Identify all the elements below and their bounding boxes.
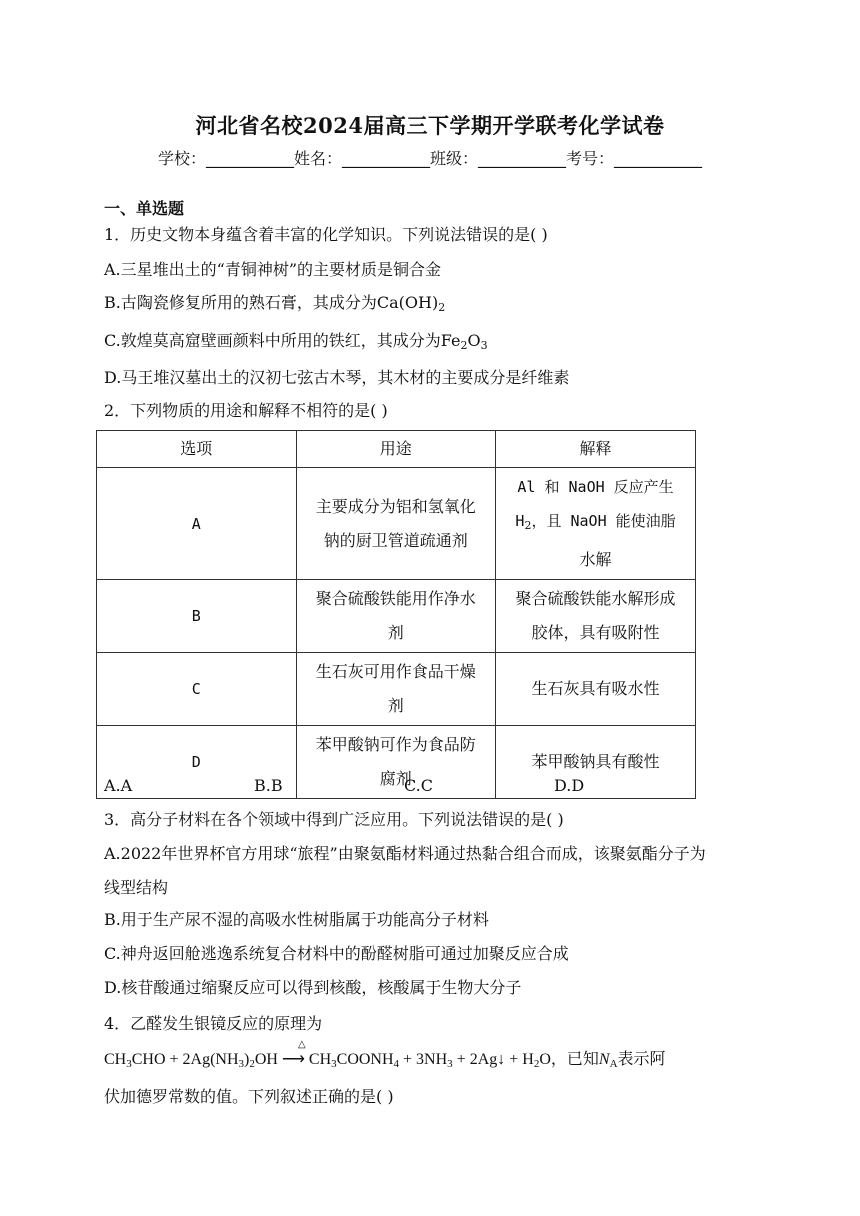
table-row <box>97 468 696 580</box>
table-cell-use: 聚合硫酸铁能用作净水 剂 <box>296 580 496 653</box>
q3-option-c: C.神舟返回舱逃逸系统复合材料中的酚醛树脂可通过加聚反应合成 <box>104 944 569 963</box>
table-header-row <box>97 431 696 468</box>
q2-choice-c: C.C <box>404 776 433 795</box>
silver-mirror-equation: $CH_3CHO + 2Ag(NH_3)_2OH$ ⟶ △ $CH_3COONH_4 + 3NH_3$ + 2Ag↓ + $H_2O$，已知$N_A$表示阿 <box>104 1039 666 1070</box>
table-header-cell: 用途 <box>296 431 496 468</box>
q4-line3: 伏加德罗常数的值。下列叙述正确的是( ) <box>104 1087 394 1106</box>
q3-option-a-line1: A.2022年世界杯官方用球“旅程”由聚氨酯材料通过热黏合组合而成，该聚氨酯分子为 <box>104 844 706 863</box>
table-cell-option: D <box>97 726 297 799</box>
q3-stem: 3．高分子材料在各个领域中得到广泛应用。下列说法错误的是( ) <box>104 810 564 829</box>
student-info-line: 学校：___________姓名：___________班级：___________考号：___________ <box>157 149 702 168</box>
q2-table <box>96 430 696 799</box>
table-cell-explanation: 生石灰具有吸水性 <box>496 653 696 726</box>
q1-stem: 1．历史文物本身蕴含着丰富的化学知识。下列说法错误的是( ) <box>104 225 548 244</box>
table-cell-explanation: 苯甲酸钠具有酸性 <box>496 726 696 799</box>
q1-option-d: D.马王堆汉墓出土的汉初七弦古木琴，其木材的主要成分是纤维素 <box>104 368 570 387</box>
table-cell-use: 苯甲酸钠可作为食品防 腐剂 <box>296 726 496 799</box>
q1-option-c: C.敦煌莫高窟壁画颜料中所用的铁红，其成分为$Fe_2O_3$ <box>104 331 488 352</box>
table-row <box>97 580 696 653</box>
table-cell-use: 主要成分为铝和氢氧化 钠的厨卫管道疏通剂 <box>296 468 496 580</box>
q2-choice-b: B.B <box>254 776 283 795</box>
table-cell-option: C <box>97 653 297 726</box>
table-header-cell: 选项 <box>97 431 297 468</box>
table-cell-use: 生石灰可用作食品干燥 剂 <box>296 653 496 726</box>
q1-option-b: B.古陶瓷修复所用的熟石膏，其成分为$Ca(OH)_2$ <box>104 293 446 314</box>
q3-option-d: D.核苷酸通过缩聚反应可以得到核酸，核酸属于生物大分子 <box>104 978 522 997</box>
q2-choice-a: A.A <box>104 776 133 795</box>
table-cell-option: B <box>97 580 297 653</box>
q2-stem: 2．下列物质的用途和解释不相符的是( ) <box>104 401 388 420</box>
q1-option-a: A.三星堆出土的“青铜神树”的主要材质是铜合金 <box>104 260 442 279</box>
q2-choice-d: D.D <box>554 776 585 795</box>
table-row <box>97 726 696 799</box>
q3-option-b: B.用于生产尿不湿的高吸水性树脂属于功能高分子材料 <box>104 910 489 929</box>
table-cell-explanation: 聚合硫酸铁能水解形成 胶体，具有吸附性 <box>496 580 696 653</box>
table-cell-explanation: Al 和 NaOH 反应产生 $H_2$，且 NaOH 能使油脂 水解 <box>496 468 696 580</box>
page-title: 河北省名校2024届高三下学期开学联考化学试卷 <box>195 113 665 138</box>
q3-option-a-line2: 线型结构 <box>104 878 169 897</box>
table-header-cell: 解释 <box>496 431 696 468</box>
table-row <box>97 653 696 726</box>
table-cell-option: A <box>97 468 297 580</box>
section-heading: 一、单选题 <box>104 199 185 218</box>
q4-stem: 4．乙醛发生银镜反应的原理为 <box>104 1014 323 1033</box>
